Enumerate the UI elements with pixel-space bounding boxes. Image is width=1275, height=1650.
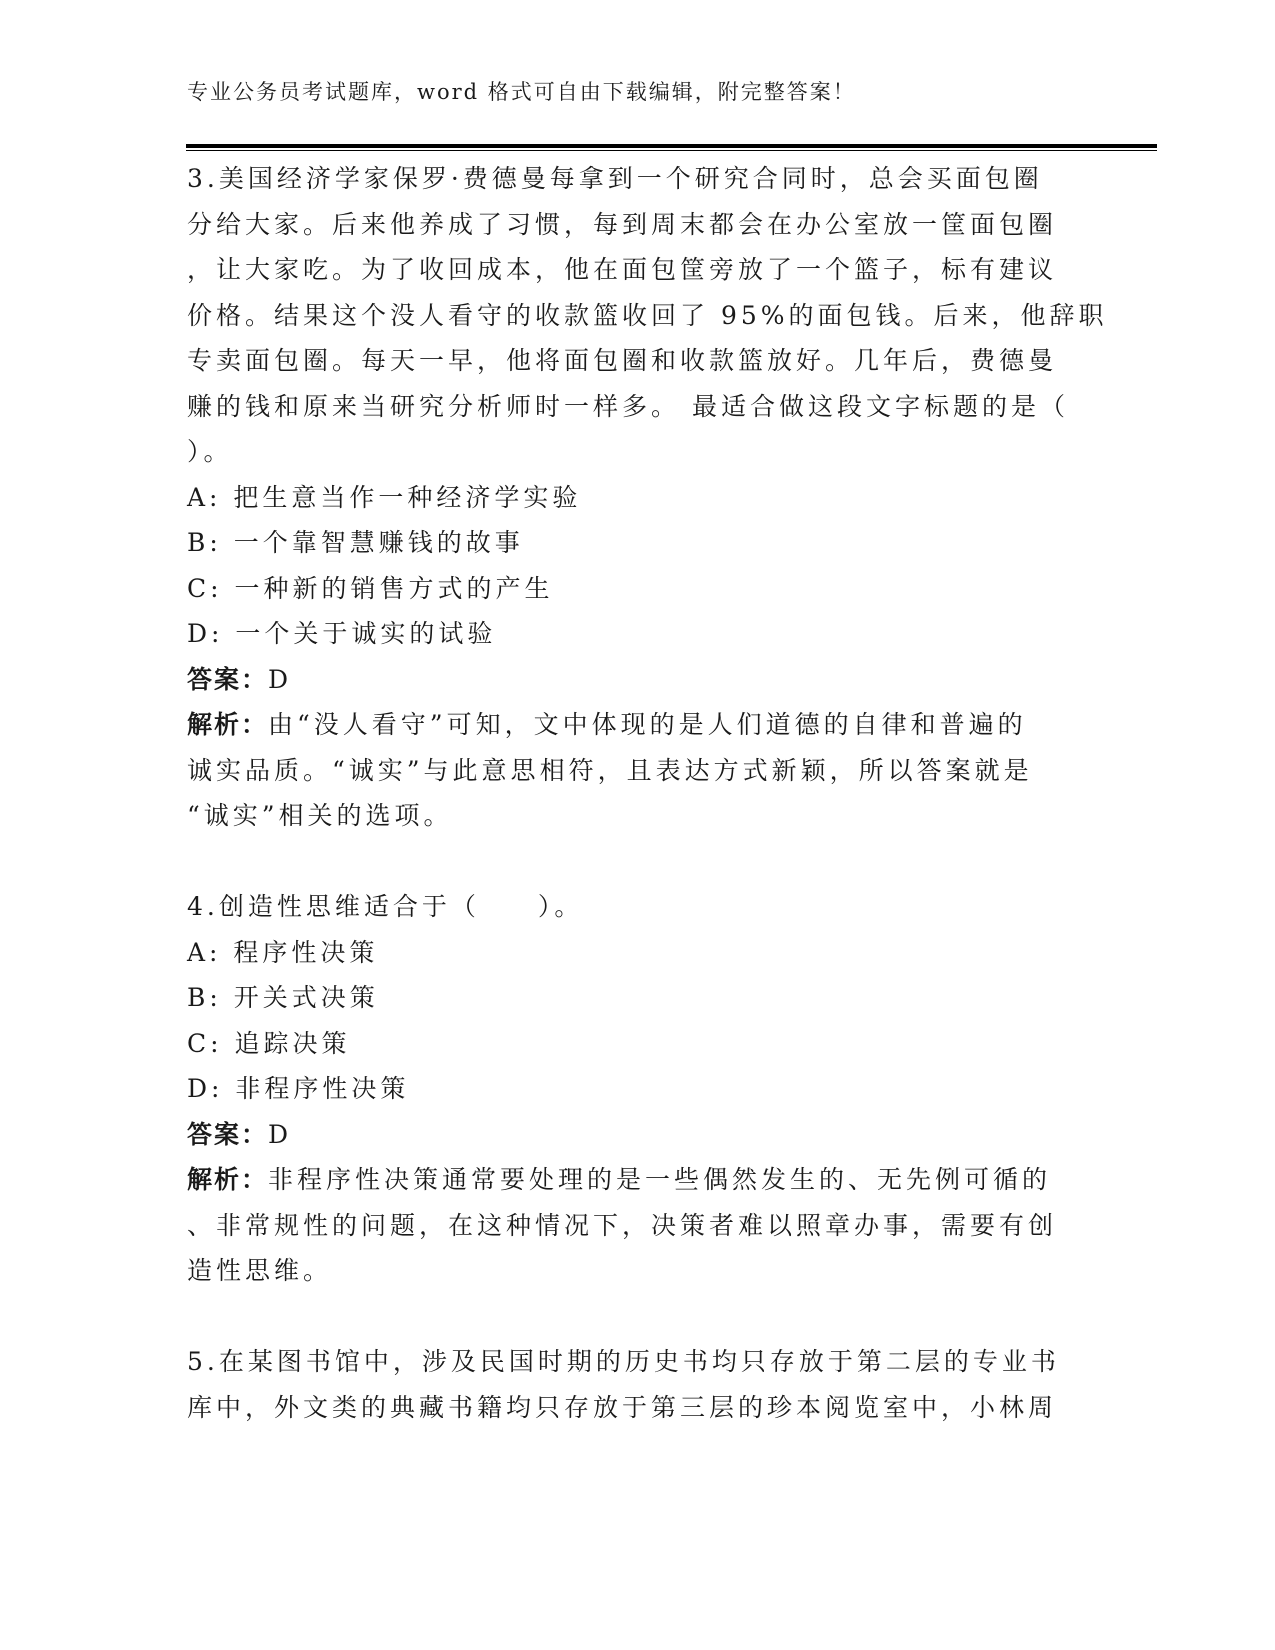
- question-stem-line: ）。: [187, 437, 233, 466]
- analysis-line: [187, 702, 1087, 748]
- question-3: [187, 156, 1108, 839]
- answer-label: 答案：: [187, 664, 269, 694]
- option-a: A: 把生意当作一种经济学实验: [187, 482, 582, 512]
- analysis-text: 非程序性决策通常要处理的是一些偶然发生的、无先例可循的: [268, 1165, 1052, 1194]
- question-stem-line: 价格。结果这个没人看守的收款篮收回了 95%的面包钱。后来，他辞职: [187, 300, 1108, 330]
- answer-label: 答案：: [187, 1119, 269, 1149]
- analysis-line: [187, 1157, 1087, 1203]
- question-stem-line: 分给大家。后来他养成了习惯，每到周末都会在办公室放一筐面包圈: [187, 209, 1058, 239]
- question-stem-line: ，让大家吃。为了收回成本，他在面包筐旁放了一个篮子，标有建议: [187, 255, 1058, 284]
- analysis-text: “诚实”相关的选项。: [187, 801, 453, 830]
- analysis-text: 诚实品质。“诚实”与此意思相符，且表达方式新颖，所以答案就是: [187, 755, 1033, 785]
- answer-value: D: [268, 1119, 293, 1149]
- answer-line: [187, 1112, 1087, 1158]
- option-c: C: 追踪决策: [187, 1028, 351, 1058]
- answer-value: D: [268, 664, 293, 694]
- spacer: [187, 839, 1087, 885]
- option-b: B: 一个靠智慧赚钱的故事: [187, 528, 524, 557]
- analysis-label: 解析：: [187, 710, 269, 739]
- spacer: [187, 1294, 1087, 1340]
- question-stem-line: 赚的钱和原来当研究分析师时一样多。 最适合做这段文字标题的是（: [187, 391, 1069, 421]
- question-stem-line: 5.在某图书馆中，涉及民国时期的历史书均只存放于第二层的专业书: [187, 1347, 1060, 1376]
- option-c: C: 一种新的销售方式的产生: [187, 573, 554, 603]
- option-d: D: 非程序性决策: [187, 1074, 410, 1103]
- question-stem-line: 4.创造性思维适合于（ ）。: [187, 892, 584, 921]
- analysis-text: 、非常规性的问题，在这种情况下，决策者难以照章办事，需要有创: [187, 1210, 1058, 1240]
- analysis-text: 由“没人看守”可知，文中体现的是人们道德的自律和普遍的: [268, 710, 1027, 739]
- option-b: B: 开关式决策: [187, 983, 379, 1012]
- question-stem-line: 库中，外文类的典藏书籍均只存放于第三层的珍本阅览室中，小林周: [187, 1392, 1058, 1422]
- option-d: D: 一个关于诚实的试验: [187, 619, 497, 648]
- header-rule: [186, 144, 1157, 151]
- question-stem-line: 专卖面包圈。每天一早，他将面包圈和收款篮放好。几年后，费德曼: [187, 346, 1058, 375]
- question-4: [187, 884, 1087, 1294]
- analysis-text: 造性思维。: [187, 1256, 333, 1285]
- option-a: A: 程序性决策: [187, 937, 379, 967]
- answer-line: [187, 657, 1087, 703]
- question-content: [187, 156, 1108, 1430]
- analysis-label: 解析：: [187, 1165, 269, 1194]
- question-5: [187, 1339, 1087, 1430]
- page-header: 专业公务员考试题库，word 格式可自由下载编辑，附完整答案！: [187, 80, 856, 104]
- question-stem-line: 3.美国经济学家保罗·费德曼每拿到一个研究合同时，总会买面包圈: [187, 164, 1043, 193]
